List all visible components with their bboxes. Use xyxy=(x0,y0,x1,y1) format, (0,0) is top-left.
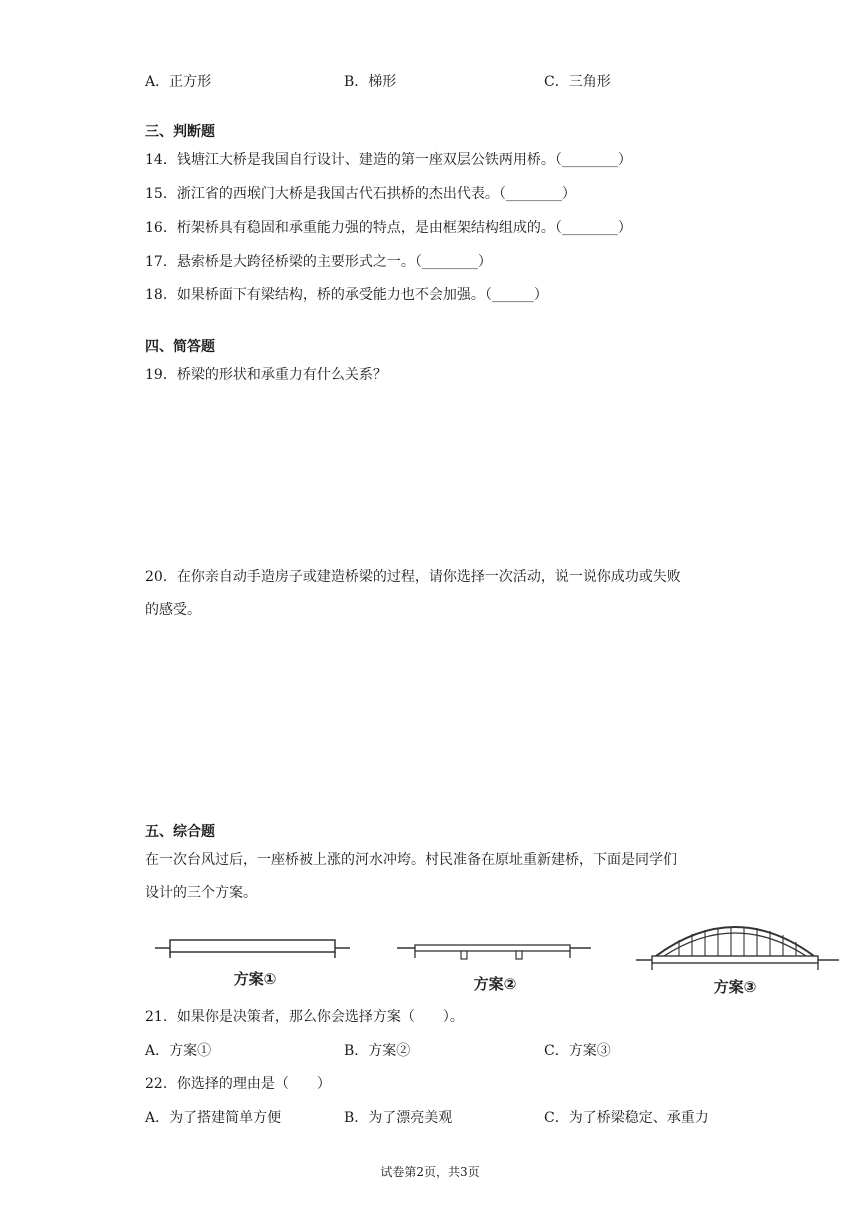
bridge-plan-2-figure xyxy=(395,936,595,1000)
q15: 15．浙江省的西堠门大桥是我国古代石拱桥的杰出代表。（________） xyxy=(145,186,576,202)
q17: 17．悬索桥是大跨径桥梁的主要形式之一。（________） xyxy=(145,254,492,270)
bridge-plan-3-label: 方案③ xyxy=(713,978,757,996)
q21-option-b: B．方案② xyxy=(344,1043,411,1059)
q13-option-a: A．正方形 xyxy=(145,74,212,90)
bridge-plan-2-label: 方案② xyxy=(473,975,517,993)
section4-title: 四、简答题 xyxy=(145,339,215,355)
q16: 16．桁架桥具有稳固和承重能力强的特点，是由框架结构组成的。（________） xyxy=(145,220,632,236)
bridge-plan-1-label: 方案① xyxy=(233,970,277,988)
q21: 21．如果你是决策者，那么你会选择方案（ ）。 xyxy=(145,1009,464,1025)
bridge-plan-3-figure xyxy=(634,908,844,1000)
q13-option-c: C．三角形 xyxy=(544,74,611,90)
q21-option-c: C．方案③ xyxy=(544,1043,611,1059)
page-footer: 试卷第2页，共3页 xyxy=(380,1165,480,1179)
q20-line2: 的感受。 xyxy=(145,602,201,618)
bridge-plan-1-figure xyxy=(150,928,360,996)
q22-option-a: A．为了搭建简单方便 xyxy=(145,1110,282,1126)
q13-option-b: B．梯形 xyxy=(344,74,397,90)
q14: 14．钱塘江大桥是我国自行设计、建造的第一座双层公铁两用桥。（________） xyxy=(145,152,632,168)
section5-intro-line1: 在一次台风过后，一座桥被上涨的河水冲垮。村民准备在原址重新建桥，下面是同学们 xyxy=(145,852,677,868)
section3-title: 三、判断题 xyxy=(145,124,215,140)
q19: 19．桥梁的形状和承重力有什么关系？ xyxy=(145,367,387,383)
q21-option-a: A．方案① xyxy=(145,1043,212,1059)
q22: 22．你选择的理由是（ ） xyxy=(145,1076,331,1092)
q22-option-c: C．为了桥梁稳定、承重力 xyxy=(544,1110,709,1126)
q22-option-b: B．为了漂亮美观 xyxy=(344,1110,453,1126)
section5-title: 五、综合题 xyxy=(145,824,215,840)
section5-intro-line2: 设计的三个方案。 xyxy=(145,885,257,901)
q20-line1: 20．在你亲自动手造房子或建造桥梁的过程，请你选择一次活动，说一说你成功或失败 xyxy=(145,569,681,585)
q18: 18．如果桥面下有梁结构，桥的承受能力也不会加强。（______） xyxy=(145,287,548,303)
